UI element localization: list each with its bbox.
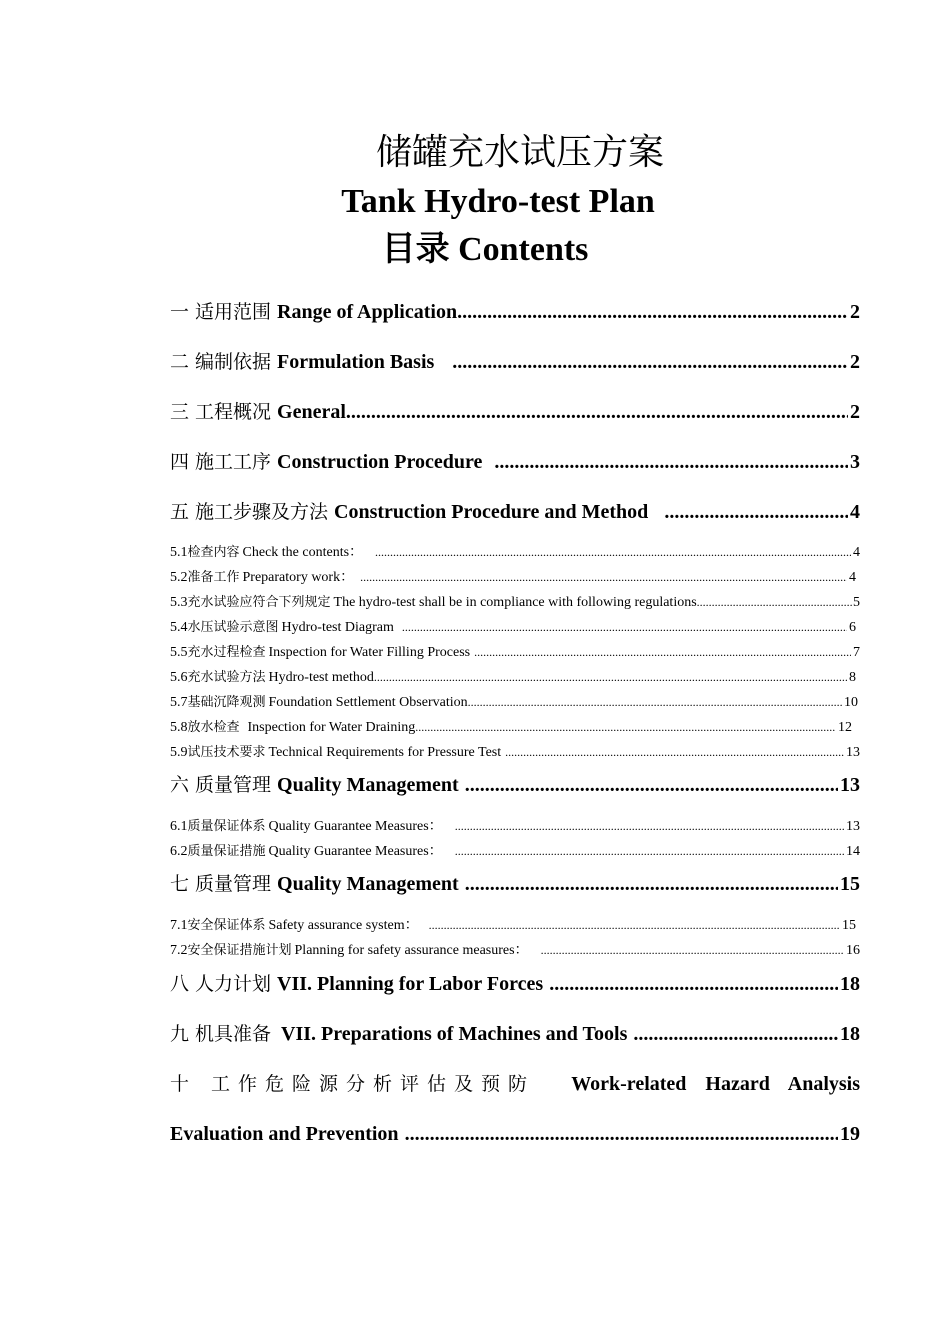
toc-leader-dots: [346, 398, 848, 426]
toc-subentry-number: 5.5: [170, 645, 188, 660]
toc-entry-en: Foundation Settlement Observation: [268, 695, 468, 710]
toc-entry-en: VII. Planning for Labor Forces: [277, 973, 544, 995]
toc-entry-zh: 五 施工步骤及方法: [170, 501, 329, 523]
toc-entry-page: 4: [849, 570, 856, 585]
toc-entry-page: 5: [853, 595, 860, 610]
document-title-english: Tank Hydro-test Plan: [341, 183, 655, 220]
toc-entry-page: 4: [850, 501, 860, 523]
toc-subentry-number: 5.9: [170, 745, 188, 760]
toc-entry-en-continued: Evaluation and Prevention: [170, 1123, 399, 1145]
toc-entry-page: 8: [849, 670, 856, 685]
toc-subentry-5-6[interactable]: [170, 667, 856, 688]
toc-entry-en: Work-related Hazard Analysis: [571, 1073, 860, 1095]
toc-entry-page: 12: [838, 720, 852, 735]
document-title-chinese: 储罐充水试压方案: [375, 132, 664, 172]
toc-subentry-5-3[interactable]: [170, 592, 860, 613]
toc-leader-dots: [415, 717, 836, 737]
toc-entry-construction-procedure-and-method[interactable]: [170, 498, 860, 526]
toc-subentry-number: 7.1: [170, 918, 188, 933]
toc-entry-zh: 安全保证体系: [187, 918, 266, 933]
toc-entry-en: Inspection for Water Draining: [247, 720, 416, 735]
toc-entry-page: 18: [840, 973, 860, 995]
toc-subentry-6-1[interactable]: [170, 816, 860, 837]
toc-subentry-5-2[interactable]: [170, 567, 856, 588]
toc-entry-en: Planning for safety assurance measures：: [294, 943, 529, 958]
toc-entry-preparations-of-machines-and-tools[interactable]: [170, 1020, 860, 1048]
toc-entry-zh: 质量保证措施: [187, 844, 266, 859]
toc-leader-dots: [494, 448, 848, 476]
toc-entry-en: VII. Preparations of Machines and Tools: [281, 1023, 628, 1045]
toc-entry-zh: 九 机具准备: [170, 1023, 272, 1045]
toc-entry-zh: 质量保证体系: [187, 819, 266, 834]
toc-entry-en: Inspection for Water Filling Process: [268, 645, 471, 660]
toc-entry-en: Check the contents：: [242, 545, 364, 560]
toc-entry-page: 18: [840, 1023, 860, 1045]
toc-entry-zh: 准备工作: [187, 570, 240, 585]
toc-entry-page: 2: [850, 301, 860, 323]
toc-subentry-5-1[interactable]: [170, 542, 860, 563]
toc-entry-en: Safety assurance system：: [268, 918, 419, 933]
toc-leader-dots: [474, 642, 851, 662]
toc-entry-zh: 试压技术要求: [187, 745, 266, 760]
toc-entry-zh: 充水过程检查: [187, 645, 266, 660]
toc-entry-zh: 七 质量管理: [170, 873, 272, 895]
toc-subentry-number: 7.2: [170, 943, 188, 958]
toc-entry-quality-management-6[interactable]: [170, 771, 860, 799]
toc-entry-en: Construction Procedure and Method: [334, 501, 649, 523]
toc-entry-page: 15: [840, 873, 860, 895]
toc-entry-zh: 十 工作危险源分析评估及预防: [170, 1073, 536, 1095]
toc-entry-en: Preparatory work：: [242, 570, 355, 585]
toc-entry-en: Hydro-test Diagram: [281, 620, 394, 635]
toc-entry-zh: 充水试验应符合下列规定: [187, 595, 331, 610]
toc-entry-en: Range of Application: [277, 301, 458, 323]
toc-subentry-5-4[interactable]: [170, 617, 856, 638]
toc-entry-zh: 水压试验示意图: [187, 620, 279, 635]
toc-entry-page: 15: [842, 918, 856, 933]
toc-subentry-number: 5.3: [170, 595, 188, 610]
toc-entry-en: Quality Guarantee Measures：: [268, 844, 443, 859]
toc-leader-dots: [375, 542, 851, 562]
toc-entry-zh: 安全保证措施计划: [187, 943, 292, 958]
toc-subentry-5-8[interactable]: [170, 717, 852, 738]
toc-entry-en: Hydro-test method: [268, 670, 374, 685]
toc-leader-dots: [360, 567, 847, 587]
toc-entry-en: Quality Guarantee Measures：: [268, 819, 443, 834]
toc-entry-page: 3: [850, 451, 860, 473]
toc-entry-zh: 充水试验方法: [187, 670, 266, 685]
toc-entry-page: 6: [849, 620, 856, 635]
toc-entry-page: 19: [840, 1123, 860, 1145]
toc-subentry-number: 6.2: [170, 844, 188, 859]
toc-subentry-number: 6.1: [170, 819, 188, 834]
toc-leader-dots: [505, 742, 844, 762]
toc-entry-page: 13: [846, 745, 860, 760]
toc-entry-en: The hydro-test shall be in compliance with following regulations: [333, 595, 697, 610]
toc-entry-page: 13: [846, 819, 860, 834]
toc-leader-dots: [429, 915, 840, 935]
toc-entry-zh: 基础沉降观测: [187, 695, 266, 710]
toc-entry-quality-management-7[interactable]: [170, 870, 860, 898]
toc-leader-dots: [541, 940, 844, 960]
toc-entry-en: Technical Requirements for Pressure Test: [268, 745, 502, 760]
toc-entry-page: 13: [840, 774, 860, 796]
toc-entry-general[interactable]: [170, 398, 860, 426]
toc-leader-dots: [465, 771, 838, 799]
toc-entry-en: Construction Procedure: [277, 451, 483, 473]
toc-leader-dots: [405, 1120, 838, 1148]
toc-subentry-number: 5.2: [170, 570, 188, 585]
toc-leader-dots: [455, 816, 844, 836]
toc-subentry-5-5[interactable]: [170, 642, 860, 663]
toc-leader-dots: [697, 592, 853, 612]
toc-entry-page: 4: [853, 545, 860, 560]
toc-entry-en: General: [277, 401, 346, 423]
toc-leader-dots: [452, 348, 848, 376]
toc-subentry-6-2[interactable]: [170, 841, 860, 862]
toc-entry-en: Formulation Basis: [277, 351, 435, 373]
toc-entry-en: Quality Management: [277, 774, 459, 796]
toc-entry-en: Quality Management: [277, 873, 459, 895]
toc-entry-zh: 放水检查: [187, 720, 240, 735]
toc-leader-dots: [549, 970, 838, 998]
toc-entry-zh: 一 适用范围: [170, 301, 272, 323]
toc-subentry-number: 5.4: [170, 620, 188, 635]
toc-leader-dots: [374, 667, 847, 687]
toc-subentry-7-1[interactable]: [170, 915, 856, 936]
toc-leader-dots: [633, 1020, 838, 1048]
toc-leader-dots: [455, 841, 844, 861]
toc-leader-dots: [457, 298, 848, 326]
toc-subentry-5-7[interactable]: [170, 692, 858, 713]
toc-entry-planning-for-labor-forces[interactable]: [170, 970, 860, 998]
toc-entry-zh: 三 工程概况: [170, 401, 272, 423]
toc-entry-zh: 四 施工工序: [170, 451, 272, 473]
toc-subentry-5-9[interactable]: [170, 742, 860, 763]
toc-subentry-7-2[interactable]: [170, 940, 860, 961]
toc-entry-zh: 检查内容: [187, 545, 240, 560]
toc-entry-page: 10: [844, 695, 858, 710]
toc-entry-page: 7: [853, 645, 860, 660]
toc-subentry-number: 5.8: [170, 720, 188, 735]
toc-subentry-number: 5.6: [170, 670, 188, 685]
contents-heading: 目录 Contents: [381, 231, 589, 268]
toc-entry-hazard-analysis-continued[interactable]: [170, 1120, 860, 1148]
toc-entry-range-of-application[interactable]: [170, 298, 860, 326]
toc-leader-dots: [465, 870, 838, 898]
toc-entry-zh: 二 编制依据: [170, 351, 272, 373]
toc-entry-hazard-analysis[interactable]: [170, 1070, 860, 1098]
toc-subentry-number: 5.7: [170, 695, 188, 710]
toc-subentry-number: 5.1: [170, 545, 188, 560]
toc-entry-construction-procedure[interactable]: [170, 448, 860, 476]
toc-entry-page: 2: [850, 401, 860, 423]
toc-leader-dots: [468, 692, 842, 712]
toc-entry-page: 14: [846, 844, 860, 859]
toc-entry-formulation-basis[interactable]: [170, 348, 860, 376]
toc-leader-dots: [402, 617, 847, 637]
toc-entry-page: 2: [850, 351, 860, 373]
toc-entry-page: 16: [846, 943, 860, 958]
toc-entry-zh: 六 质量管理: [170, 774, 272, 796]
toc-leader-dots: [664, 498, 848, 526]
toc-entry-zh: 八 人力计划: [170, 973, 272, 995]
